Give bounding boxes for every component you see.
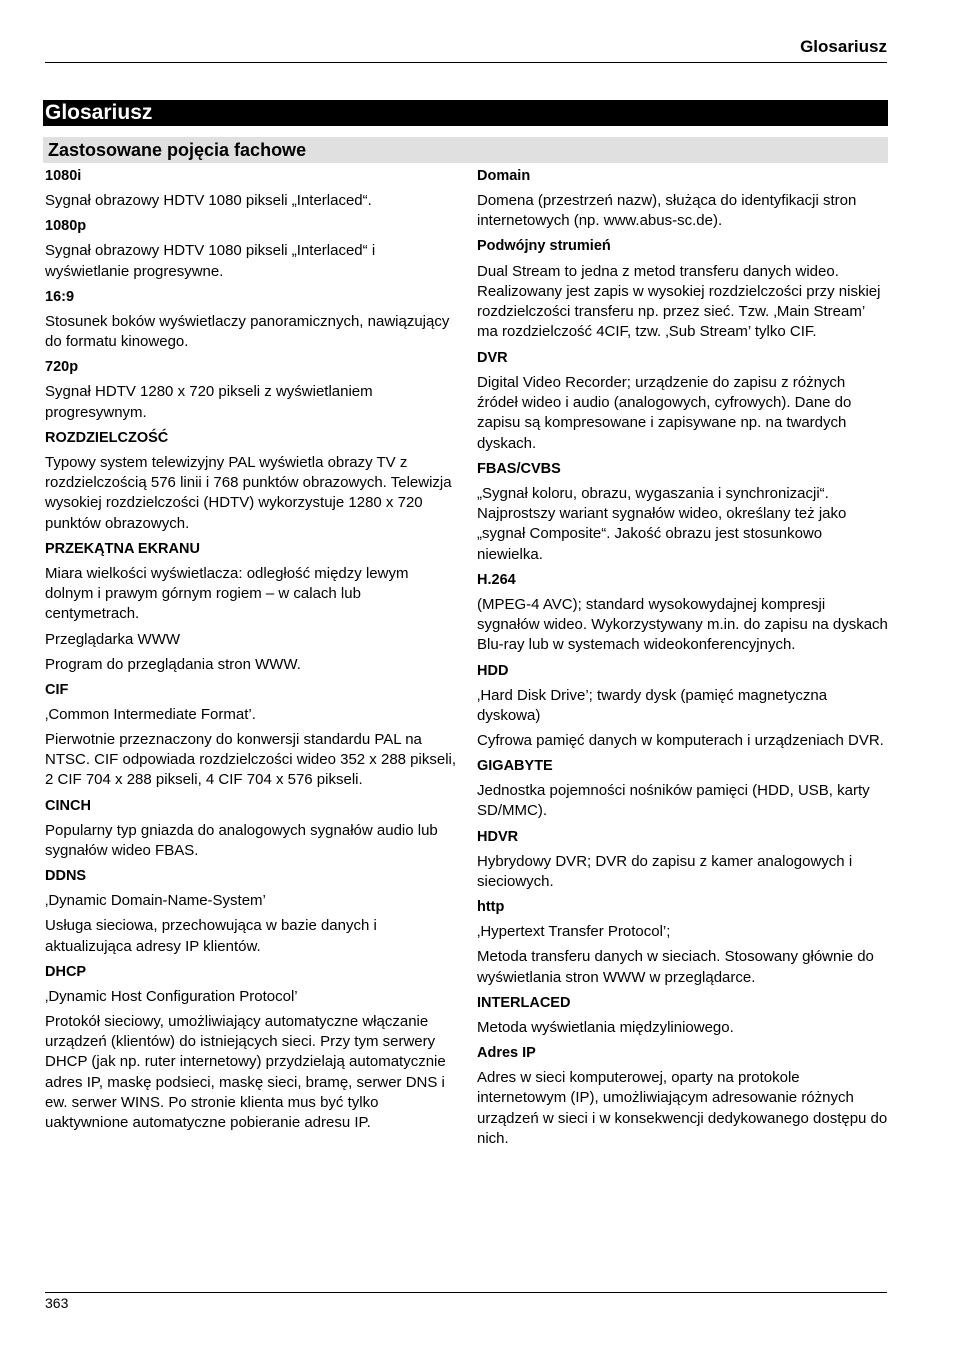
glossary-term: Domain: [477, 168, 531, 184]
glossary-term: FBAS/CVBS: [477, 460, 561, 477]
glossary-term: 1080i: [45, 168, 82, 184]
glossary-term: Adres IP: [477, 1044, 536, 1061]
glossary-term: DHCP: [45, 963, 87, 980]
glossary-left-column: [45, 166, 457, 1138]
glossary-definition: Stosunek boków wyświetlaczy panoramicznych, nawiązujący do formatu kinowego.: [45, 312, 450, 351]
glossary-term: 1080p: [45, 218, 87, 235]
glossary-definition: „Sygnał koloru, obrazu, wygaszania i synchronizacji“. Najprostszy wariant sygnałów wideo, określany też jako „sygnał Composite“. Jakość obrazu jest stosunkowo niewielka.: [477, 484, 847, 563]
glossary-term: H.264: [477, 571, 516, 588]
glossary-definition: Digital Video Recorder; urządzenie do zapisu z różnych źródeł wideo i audio (analogowych, cyfrowych). Dane do zapisu są kompresowane i zapisywane np. na twardych dyskach.: [477, 373, 852, 452]
glossary-definition: Dual Stream to jedna z metod transferu danych wideo. Realizowany jest zapis w wysokiej rozdzielczości przy niskiej rozdzielczości transferu np. przez sieć. Tzw. ‚Main Stream’ ma rozdzielczość 4CIF, tzw. ‚Sub Stream’ tylko CIF.: [477, 262, 881, 341]
glossary-definition: Miara wielkości wyświetlacza: odległość między lewym dolnym i prawym górnym rogiem – w calach lub centymetrach.: [45, 564, 409, 623]
glossary-definition: Przeglądarka WWW: [45, 630, 181, 648]
header-divider: [45, 62, 887, 63]
glossary-term: ROZDZIELCZOŚĆ: [45, 429, 169, 446]
glossary-definition: (MPEG-4 AVC); standard wysokowydajnej kompresji sygnałów wideo. Wykorzystywany m.in. do zapisu na dyskach Blu-ray lub w systemach wideokonferencyjnych.: [477, 595, 888, 654]
glossary-term: GIGABYTE: [477, 758, 553, 775]
glossary-term: CIF: [45, 681, 69, 698]
glossary-definition: Metoda wyświetlania międzyliniowego.: [477, 1018, 734, 1036]
glossary-definition: ‚Dynamic Host Configuration Protocol’: [45, 987, 298, 1005]
glossary-term: http: [477, 899, 505, 916]
glossary-term: HDVR: [477, 828, 519, 845]
glossary-definition: Typowy system telewizyjny PAL wyświetla obrazy TV z rozdzielczością 576 linii i 768 punktów obrazowych. Telewizja wysokiej rozdzielczości (HDTV) wykorzystuje 1280 x 720 punktów obrazowych.: [45, 453, 452, 532]
glossary-definition: Program do przeglądania stron WWW.: [45, 655, 301, 673]
glossary-term: 16:9: [45, 288, 75, 305]
glossary-definition: Sygnał obrazowy HDTV 1080 pikseli „Interlaced“ i wyświetlanie progresywne.: [45, 242, 376, 280]
glossary-right-column: [477, 166, 889, 1154]
glossary-term: PRZEKĄTNA EKRANU: [45, 540, 200, 557]
glossary-definition: ‚Hard Disk Drive’; twardy dysk (pamięć magnetyczna dyskowa): [477, 686, 828, 724]
glossary-term: 720p: [45, 359, 79, 376]
glossary-definition: Popularny typ gniazda do analogowych sygnałów audio lub sygnałów wideo FBAS.: [45, 821, 438, 859]
glossary-definition: ‚Dynamic Domain-Name-System’: [45, 892, 266, 910]
glossary-definition: Sygnał obrazowy HDTV 1080 pikseli „Interlaced“.: [45, 192, 372, 210]
glossary-term: Podwójny strumień: [477, 238, 611, 255]
glossary-definition: Sygnał HDTV 1280 x 720 pikseli z wyświetlaniem progresywnym.: [45, 383, 373, 421]
glossary-definition: Metoda transferu danych w sieciach. Stosowany głównie do wyświetlania stron WWW w przeglądarce.: [477, 948, 874, 986]
page-header-title: Glosariusz: [800, 37, 887, 56]
glossary-term: DVR: [477, 349, 508, 366]
section-title: Glosariusz: [43, 100, 888, 126]
glossary-term: DDNS: [45, 868, 87, 885]
glossary-definition: Pierwotnie przeznaczony do konwersji standardu PAL na NTSC. CIF odpowiada rozdzielczości wideo 352 x 288 pikseli, 2 CIF 704 x 288 pikseli, 4 CIF 704 x 576 pikseli.: [45, 730, 457, 789]
section-subtitle: Zastosowane pojęcia fachowe: [43, 137, 888, 163]
glossary-definition: Usługa sieciowa, przechowująca w bazie danych i aktualizująca adresy IP klientów.: [45, 917, 377, 955]
page-number: 363: [45, 1295, 69, 1311]
glossary-definition: Domena (przestrzeń nazw), służąca do identyfikacji stron internetowych (np. www.abus-sc.de).: [477, 192, 857, 230]
glossary-definition: Hybrydowy DVR; DVR do zapisu z kamer analogowych i sieciowych.: [477, 852, 853, 890]
footer-divider: [45, 1292, 887, 1293]
glossary-term: CINCH: [45, 797, 91, 814]
glossary-definition: Adres w sieci komputerowej, oparty na protokole internetowym (IP), umożliwiającym adresowanie różnych urządzeń w sieci i w konsekwencji dedykowanego dostępu do nich.: [477, 1068, 888, 1147]
glossary-term: HDD: [477, 662, 509, 679]
glossary-definition: Protokół sieciowy, umożliwiający automatyczne włączanie urządzeń (klientów) do istniejących sieci. Przy tym serwery DHCP (jak np. ruter internetowy) przydzielają automatycznie adres IP, maskę podsieci, maskę sieci, bramę, serwer DNS i ew. serwer WINS. Po stronie klienta mus być tylko uaktywnione automatyczne pobieranie adresu IP.: [45, 1012, 446, 1132]
glossary-definition: ‚Common Intermediate Format’.: [45, 705, 256, 723]
glossary-definition: Jednostka pojemności nośników pamięci (HDD, USB, karty SD/MMC).: [477, 782, 870, 820]
glossary-definition: ‚Hypertext Transfer Protocol’;: [477, 923, 671, 941]
glossary-term: INTERLACED: [477, 994, 571, 1011]
glossary-definition: Cyfrowa pamięć danych w komputerach i urządzeniach DVR.: [477, 731, 884, 749]
